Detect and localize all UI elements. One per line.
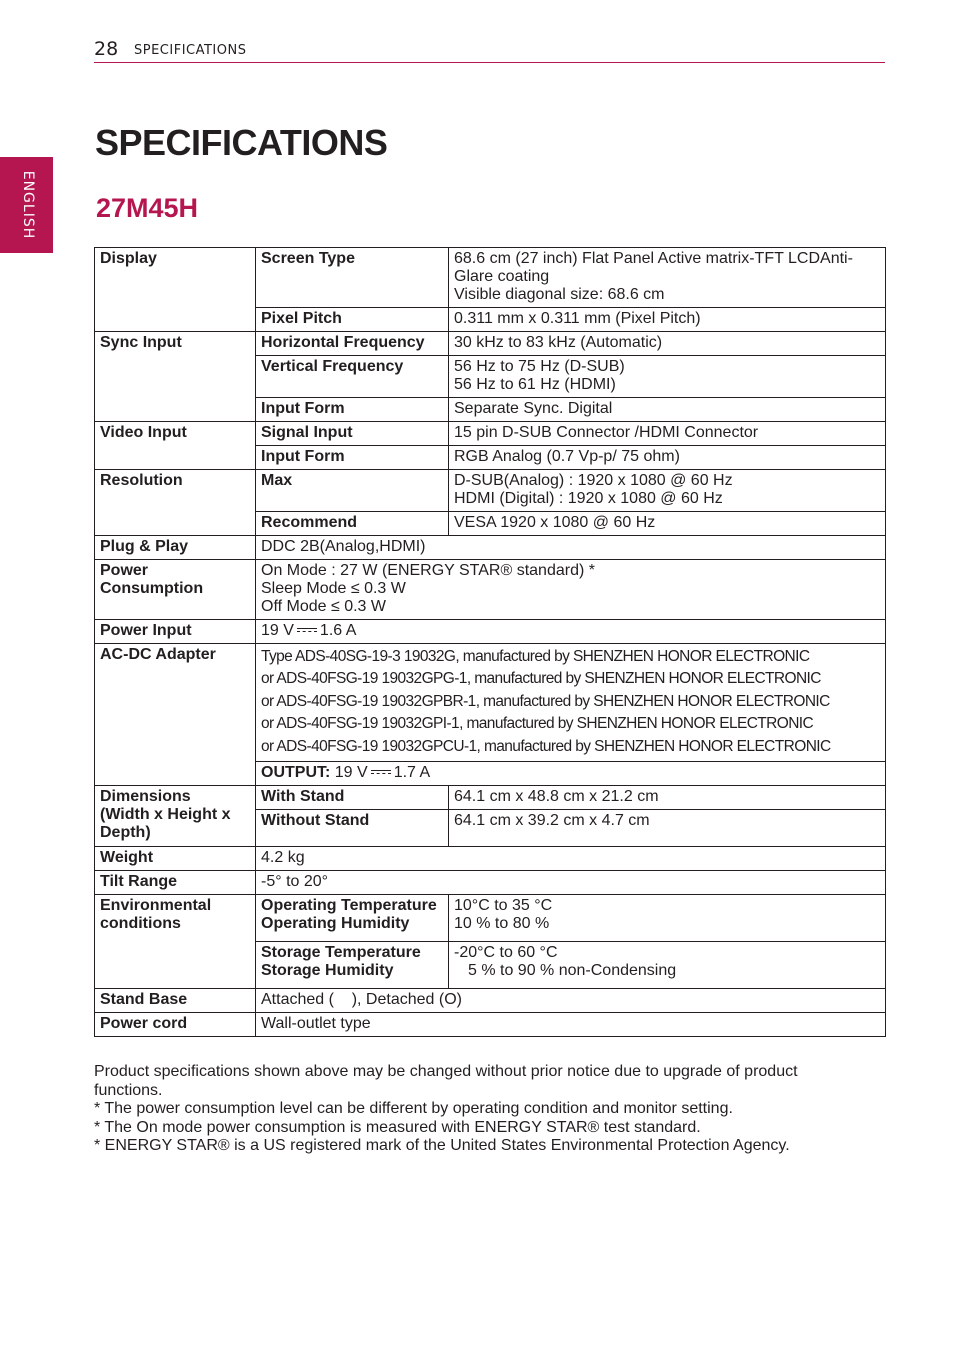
sub-label-pixel-pitch: Pixel Pitch [256,308,449,332]
model-name: 27M45H [96,193,199,223]
value-power-input [256,620,886,644]
row-label-stand-base: Stand Base [95,989,256,1013]
value-adapter-types [256,644,886,762]
table-row [95,470,886,512]
value-stand-base: Attached ( ), Detached (O) [256,989,886,1013]
value-adapter-output [256,762,886,786]
sub-label-with-stand: With Stand [256,786,449,810]
value-max-resolution [449,470,886,512]
value-line: Glare coating [454,268,550,285]
row-label-ac-dc-adapter: AC-DC Adapter [95,644,256,786]
value-with-stand: 64.1 cm x 48.8 cm x 21.2 cm [449,786,886,810]
value-line: D-SUB(Analog) : 1920 x 1080 @ 60 Hz [454,472,733,489]
current-value: 1.7 A [393,764,431,782]
page-number: 28 [94,38,119,60]
sub-label-storage-conditions [256,942,449,989]
sub-label-horizontal-frequency: Horizontal Frequency [256,332,449,356]
dc-current-icon [297,627,317,634]
row-label-sync-input: Sync Input [95,332,256,422]
sub-label-input-form: Input Form [256,398,449,422]
value-pixel-pitch: 0.311 mm x 0.311 mm (Pixel Pitch) [449,308,886,332]
value-line: -20°C to 60 °C [454,944,558,962]
voltage-value: 19 V [261,622,294,639]
sub-label-without-stand: Without Stand [256,810,449,847]
label-line: Storage Humidity [261,962,394,980]
value-line: 10°C to 35 °C [454,897,553,915]
value-operating-conditions [449,895,886,942]
table-row [95,620,886,644]
sub-label-video-input-form: Input Form [256,446,449,470]
value-plug-play: DDC 2B(Analog,HDMI) [256,536,886,560]
current-value: 1.6 A [319,622,357,639]
label-line: Consumption [100,580,204,597]
footnote-line: Product specifications shown above may be changed without prior notice due to upgrade of product [94,1063,798,1080]
running-section-title: SPECIFICATIONS [134,43,247,58]
language-tab-label: ENGLISH [20,170,36,240]
row-label-power-cord: Power cord [95,1013,256,1037]
table-row [95,644,886,762]
adapter-line: or ADS-40FSG-19 19032GPBR-1, manufactured by SHENZHEN HONOR ELECTRONIC [261,692,830,710]
page-title: SPECIFICATIONS [95,122,388,163]
table-row [95,332,886,356]
row-label-video-input: Video Input [95,422,256,470]
row-label-dimensions [95,786,256,847]
footnote-line: * The power consumption level can be different by operating condition and monitor setting. [94,1100,733,1117]
value-line: 5 % to 90 % non-Condensing [468,962,677,980]
label-line: (Width x Height x [100,806,231,824]
value-power-cord: Wall-outlet type [256,1013,886,1037]
sub-label-max: Max [256,470,449,512]
row-label-power-input: Power Input [95,620,256,644]
table-row [95,871,886,895]
page-header [94,38,885,63]
table-row [95,536,886,560]
label-line: Storage Temperature [261,944,421,962]
table-row [95,560,886,620]
value-horizontal-frequency: 30 kHz to 83 kHz (Automatic) [449,332,886,356]
footnote-line: * ENERGY STAR® is a US registered mark of the United States Environmental Protection Agency. [94,1137,790,1154]
voltage-value: 19 V [334,764,368,782]
label-line: Dimensions [100,788,191,806]
dc-current-icon [371,769,391,776]
row-label-resolution: Resolution [95,470,256,536]
row-label-power-consumption [95,560,256,620]
value-signal-input: 15 pin D-SUB Connector /HDMI Connector [449,422,886,446]
label-line: Environmental [100,897,212,915]
value-weight: 4.2 kg [256,847,886,871]
value-tilt-range: -5° to 20° [256,871,886,895]
value-line: 56 Hz to 75 Hz (D-SUB) [454,358,625,375]
value-recommend-resolution: VESA 1920 x 1080 @ 60 Hz [449,512,886,536]
value-video-input-form: RGB Analog (0.7 Vp-p/ 75 ohm) [449,446,886,470]
sub-label-screen-type: Screen Type [256,248,449,308]
sub-label-signal-input: Signal Input [256,422,449,446]
value-line: Visible diagonal size: 68.6 cm [454,286,665,303]
adapter-line: or ADS-40FSG-19 19032GPCU-1, manufactured by SHENZHEN HONOR ELECTRONIC [261,737,831,755]
label-line: Depth) [100,824,151,842]
value-screen-type [449,248,886,308]
value-line: On Mode : 27 W (ENERGY STAR® standard) * [261,562,595,579]
footnotes [94,1063,884,1156]
value-line: HDMI (Digital) : 1920 x 1080 @ 60 Hz [454,490,723,507]
specifications-table [94,247,886,1037]
adapter-line: or ADS-40FSG-19 19032GPG-1, manufactured by SHENZHEN HONOR ELECTRONIC [261,670,821,688]
footnote-line: * The On mode power consumption is measured with ENERGY STAR® test standard. [94,1118,701,1136]
sub-label-operating-conditions [256,895,449,942]
label-line: Power [100,562,149,579]
row-label-weight: Weight [95,847,256,871]
row-label-environmental-conditions [95,895,256,989]
value-sync-input-form: Separate Sync. Digital [449,398,886,422]
footnote-line: functions. [94,1081,163,1099]
sub-label-vertical-frequency: Vertical Frequency [256,356,449,398]
value-line: 56 Hz to 61 Hz (HDMI) [454,376,616,393]
value-line: 68.6 cm (27 inch) Flat Panel Active matrix-TFT LCDAnti- [454,250,853,267]
table-row [95,847,886,871]
table-row [95,248,886,308]
table-row [95,895,886,942]
value-power-consumption [256,560,886,620]
value-line: Sleep Mode ≤ 0.3 W [261,580,406,597]
table-row [95,422,886,446]
output-label: OUTPUT: [261,764,331,782]
table-row [95,1013,886,1037]
label-line: conditions [100,915,181,933]
sub-label-recommend: Recommend [256,512,449,536]
value-line: Off Mode ≤ 0.3 W [261,598,386,615]
value-without-stand: 64.1 cm x 39.2 cm x 4.7 cm [449,810,886,847]
adapter-line: Type ADS-40SG-19-3 19032G, manufactured by SHENZHEN HONOR ELECTRONIC [261,648,810,665]
table-row [95,989,886,1013]
row-label-display: Display [95,248,256,332]
table-row [95,786,886,810]
label-line: Operating Temperature [261,897,437,915]
value-line: 10 % to 80 % [454,915,550,933]
label-line: Operating Humidity [261,915,410,933]
language-tab [0,157,53,253]
value-vertical-frequency [449,356,886,398]
value-storage-conditions [449,942,886,989]
row-label-tilt-range: Tilt Range [95,871,256,895]
adapter-line: or ADS-40FSG-19 19032GPI-1, manufactured by SHENZHEN HONOR ELECTRONIC [261,715,814,733]
row-label-plug-play: Plug & Play [95,536,256,560]
